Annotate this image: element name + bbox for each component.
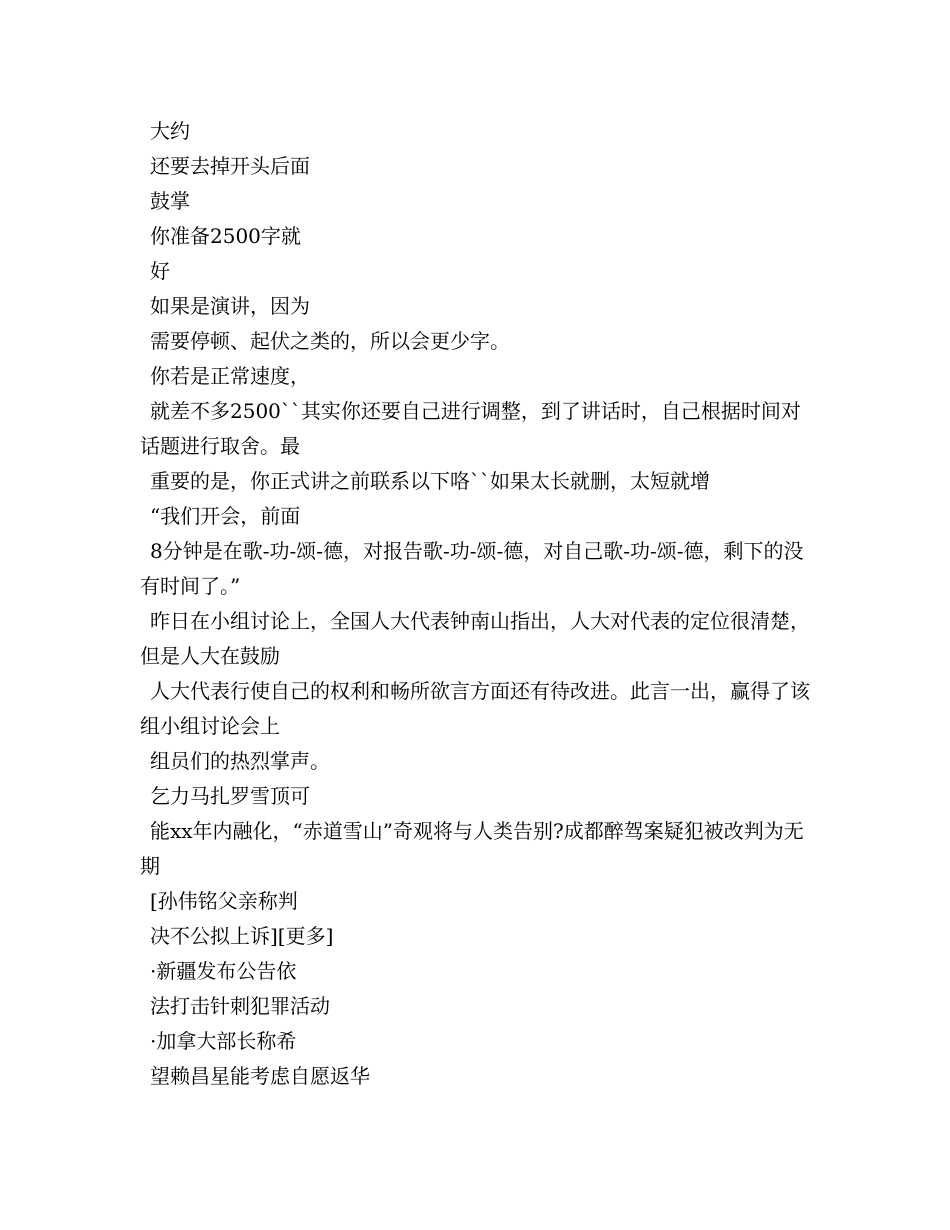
paragraph-6: 如果是演讲，因为 bbox=[150, 294, 310, 318]
paragraph-14: 人大代表行使自己的权利和畅所欲言方面还有待改进。此言一出，赢得了该组小组讨论会上 bbox=[140, 679, 810, 738]
paragraph-11: “我们开会，前面 bbox=[150, 504, 301, 528]
paragraph-16: 乞力马扎罗雪顶可 bbox=[150, 784, 310, 808]
paragraph-19: 决不公拟上诉][更多] bbox=[150, 924, 334, 948]
paragraph-18: [孙伟铭父亲称判 bbox=[150, 889, 298, 913]
paragraph-20: ·新疆发布公告依 bbox=[150, 959, 297, 983]
paragraph-12: 8分钟是在歌-功-颂-德，对报告歌-功-颂-德，对自己歌-功-颂-德，剩下的没有时间了。” bbox=[140, 539, 804, 598]
paragraph-9: 就差不多2500``其实你还要自己进行调整，到了讲话时，自己根据时间对话题进行取舍。最 bbox=[140, 399, 801, 458]
paragraph-17: 能xx年内融化，“赤道雪山”奇观将与人类告别?成都醉驾案疑犯被改判为无期 bbox=[140, 819, 804, 878]
paragraph-21: 法打击针刺犯罪活动 bbox=[150, 994, 330, 1018]
paragraph-8: 你若是正常速度， bbox=[150, 364, 310, 388]
paragraph-10: 重要的是，你正式讲之前联系以下咯``如果太长就删，太短就增 bbox=[150, 469, 710, 493]
paragraph-15: 组员们的热烈掌声。 bbox=[150, 749, 330, 773]
paragraph-1: 大约 bbox=[150, 119, 190, 143]
paragraph-13: 昨日在小组讨论上，全国人大代表钟南山指出，人大对代表的定位很清楚，但是人大在鼓励 bbox=[140, 609, 810, 668]
paragraph-3: 鼓掌 bbox=[150, 189, 190, 213]
paragraph-7: 需要停顿、起伏之类的，所以会更少字。 bbox=[150, 329, 510, 353]
document-page bbox=[140, 114, 816, 1094]
paragraph-22: ·加拿大部长称希 bbox=[150, 1029, 297, 1053]
paragraph-5: 好 bbox=[150, 259, 170, 283]
paragraph-4: 你准备2500字就 bbox=[150, 224, 301, 248]
paragraph-23: 望赖昌星能考虑自愿返华 bbox=[150, 1064, 370, 1088]
paragraph-2: 还要去掉开头后面 bbox=[150, 154, 310, 178]
